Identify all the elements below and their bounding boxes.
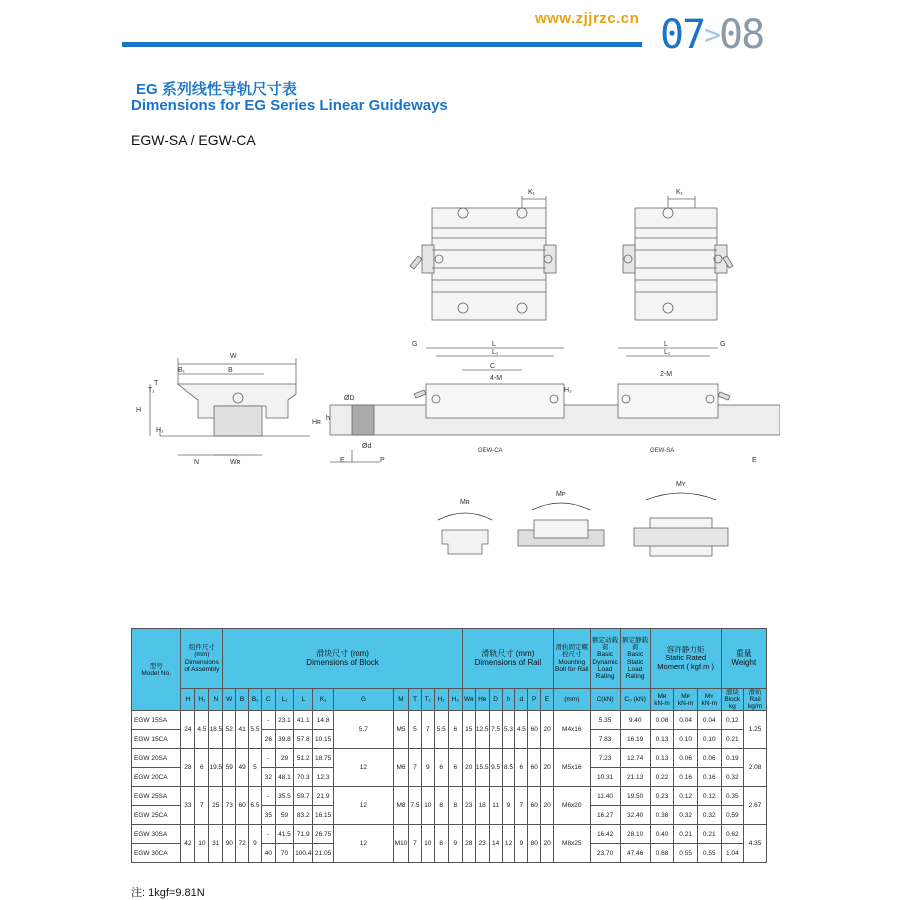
- cell-stat: 19.50: [620, 787, 650, 806]
- label-2m: 2-M: [660, 371, 673, 378]
- header-dynamic-load: 额定动载荷 Basic Dynamic Load Rating: [590, 629, 620, 689]
- footnote: 注: 1kgf=9.81N: [131, 887, 205, 899]
- cell-bolt: M5x16: [554, 749, 591, 787]
- cell-block-weight: 0.35: [721, 787, 744, 806]
- cell-mr: 0.22: [650, 768, 674, 787]
- cell-mr: 0.13: [650, 749, 674, 768]
- cell-block-weight: 0.59: [721, 806, 744, 825]
- cell-rail-weight: 2.67: [744, 787, 767, 825]
- cell-m: M8: [393, 787, 408, 825]
- cell-w: 52: [223, 711, 236, 749]
- col-g: G: [333, 689, 393, 711]
- cell-c: -: [261, 711, 275, 730]
- cell-my: 0.04: [697, 711, 721, 730]
- cell-e: 20: [541, 825, 554, 863]
- col-t: T: [409, 689, 422, 711]
- table-row: [132, 825, 767, 844]
- header-rail: 滑轨尺寸 (mm) Dimensions of Rail: [462, 629, 553, 689]
- cell-d: 7.5: [489, 711, 502, 749]
- cell-my: 0.32: [697, 806, 721, 825]
- col-stat-unit: C₀ (kN): [620, 689, 650, 711]
- cell-n: 31: [209, 825, 223, 863]
- cell-b1: 6.5: [249, 787, 262, 825]
- cell-mp: 0.10: [674, 730, 698, 749]
- col-my: Mʏ kN-m: [697, 689, 721, 711]
- cell-wr: 20: [462, 749, 475, 787]
- label-e-right: E: [752, 457, 757, 464]
- model-series-title: EGW-SA / EGW-CA: [131, 132, 256, 148]
- cell-wr: 15: [462, 711, 475, 749]
- cell-k1: 10.15: [313, 730, 333, 749]
- label-g-ca: G: [412, 341, 418, 348]
- cell-hr: 23: [475, 825, 489, 863]
- cell-p: 60: [528, 787, 541, 825]
- cell-h: 8.5: [502, 749, 515, 787]
- cell-model: EGW 30SA: [132, 825, 181, 844]
- cell-hr: 15.5: [475, 749, 489, 787]
- label-h2: H₂: [564, 387, 572, 394]
- cell-mr: 0.08: [650, 711, 674, 730]
- label-b: B: [228, 367, 233, 374]
- col-wr: Wʀ: [462, 689, 475, 711]
- cell-h: 5.3: [502, 711, 515, 749]
- cell-k1: 14.8: [313, 711, 333, 730]
- cell-d: 14: [489, 825, 502, 863]
- cell-l: 83.2: [294, 806, 313, 825]
- cell-block-weight: 0.62: [721, 825, 744, 844]
- cell-my: 0.16: [697, 768, 721, 787]
- cell-c: -: [261, 825, 275, 844]
- header-bolt: 滑轨固定螺栓尺寸 Mounting Bolt for Rail: [554, 629, 591, 689]
- cell-my: 0.10: [697, 730, 721, 749]
- label-mr: Mʀ: [460, 499, 470, 506]
- cell-h: 33: [181, 787, 195, 825]
- cell-p: 80: [528, 825, 541, 863]
- label-hr: Hʀ: [312, 419, 321, 426]
- cell-my: 0.21: [697, 825, 721, 844]
- cell-l1: 48.1: [275, 768, 293, 787]
- table-header-row-2: [132, 689, 767, 711]
- cell-model: EGW 25CA: [132, 806, 181, 825]
- label-h-small: h: [326, 415, 330, 422]
- cell-l1: 35.5: [275, 787, 293, 806]
- cell-wr: 28: [462, 825, 475, 863]
- header-weight: 重量 Weight: [721, 629, 766, 689]
- cell-d: 11: [489, 787, 502, 825]
- table-row: [132, 711, 767, 730]
- cell-b: 41: [236, 711, 249, 749]
- cell-h1: 10: [195, 825, 209, 863]
- moment-diagrams: [438, 493, 728, 556]
- cell-bolt: M4x16: [554, 711, 591, 749]
- col-h2: H₂: [434, 689, 448, 711]
- cell-l: 100.4: [294, 844, 313, 863]
- cell-c: -: [261, 749, 275, 768]
- cell-b: 49: [236, 749, 249, 787]
- label-my: Mʏ: [676, 481, 686, 488]
- title-english: Dimensions for EG Series Linear Guideways: [131, 97, 448, 114]
- label-c: C: [490, 363, 496, 370]
- cell-k1: 18.75: [313, 749, 333, 768]
- cell-p: 60: [528, 749, 541, 787]
- cell-l: 71.9: [294, 825, 313, 844]
- col-w: W: [223, 689, 236, 711]
- cell-c: 32: [261, 768, 275, 787]
- cell-rail-weight: 2.08: [744, 749, 767, 787]
- cell-stat: 47.46: [620, 844, 650, 863]
- cell-dyn: 11.40: [590, 787, 620, 806]
- page-number: [660, 12, 763, 58]
- cell-h2: 5.5: [434, 711, 448, 749]
- cell-l1: 70: [275, 844, 293, 863]
- header-block: 滑块尺寸 (mm) Dimensions of Block: [223, 629, 463, 689]
- cell-my: 0.06: [697, 749, 721, 768]
- cell-g: 12: [333, 787, 393, 825]
- cell-block-weight: 0.21: [721, 730, 744, 749]
- cell-d: 6: [515, 749, 528, 787]
- technical-drawing: [130, 180, 780, 575]
- cell-g: 5.7: [333, 711, 393, 749]
- cell-e: 20: [541, 711, 554, 749]
- col-d-big: D: [489, 689, 502, 711]
- table-body: [132, 711, 767, 863]
- label-mp: Mᴘ: [556, 491, 566, 498]
- cell-h: 9: [502, 787, 515, 825]
- label-phid-small: Ød: [362, 443, 372, 450]
- cell-dyn: 23.70: [590, 844, 620, 863]
- label-wr: Wʀ: [230, 459, 241, 466]
- label-l-ca: L: [492, 341, 496, 348]
- cell-h1: 4.5: [195, 711, 209, 749]
- label-k1-ca: K₁: [528, 189, 536, 196]
- header-model: 型号 Model No.: [132, 629, 181, 711]
- page-separator: >: [704, 18, 720, 51]
- side-view: [330, 348, 780, 462]
- cell-mr: 0.23: [650, 787, 674, 806]
- cell-mr: 0.13: [650, 730, 674, 749]
- col-e: E: [541, 689, 554, 711]
- cell-h: 24: [181, 711, 195, 749]
- cell-bolt: M6x20: [554, 787, 591, 825]
- label-k1-sa: K₁: [676, 189, 684, 196]
- cell-mp: 0.16: [674, 768, 698, 787]
- table-row: [132, 749, 767, 768]
- cell-model: EGW 30CA: [132, 844, 181, 863]
- cell-h: 42: [181, 825, 195, 863]
- cell-k1: 12.3: [313, 768, 333, 787]
- cell-block-weight: 0.32: [721, 768, 744, 787]
- cell-g: 12: [333, 749, 393, 787]
- cell-stat: 9.40: [620, 711, 650, 730]
- cell-mp: 0.21: [674, 825, 698, 844]
- cell-model: EGW 15CA: [132, 730, 181, 749]
- label-p: P: [380, 457, 385, 464]
- cell-dyn: 10.31: [590, 768, 620, 787]
- cell-p: 60: [528, 711, 541, 749]
- cell-stat: 16.19: [620, 730, 650, 749]
- label-4m: 4-M: [490, 375, 503, 382]
- cell-t1: 10: [421, 825, 434, 863]
- col-bolt-unit: (mm): [554, 689, 591, 711]
- top-view-ca: [410, 196, 556, 320]
- cell-mp: 0.06: [674, 749, 698, 768]
- cell-h2: 8: [434, 825, 448, 863]
- cell-wr: 23: [462, 787, 475, 825]
- cell-l1: 41.5: [275, 825, 293, 844]
- cell-dyn: 7.83: [590, 730, 620, 749]
- cell-b: 60: [236, 787, 249, 825]
- col-l1: L₁: [275, 689, 293, 711]
- cell-l: 41.1: [294, 711, 313, 730]
- cell-model: EGW 25SA: [132, 787, 181, 806]
- cell-d: 9: [515, 825, 528, 863]
- cell-c: -: [261, 787, 275, 806]
- cell-stat: 28.10: [620, 825, 650, 844]
- cell-l: 51.2: [294, 749, 313, 768]
- cell-n: 25: [209, 787, 223, 825]
- cell-h3: 9: [448, 825, 462, 863]
- cell-c: 26: [261, 730, 275, 749]
- cell-h2: 6: [434, 749, 448, 787]
- cell-t1: 10: [421, 787, 434, 825]
- label-l1-ca: L₁: [492, 349, 499, 356]
- cell-t: 7: [409, 749, 422, 787]
- col-dyn-unit: C(kN): [590, 689, 620, 711]
- header-rule: [122, 42, 642, 47]
- cell-d: 9.5: [489, 749, 502, 787]
- cell-dyn: 16.42: [590, 825, 620, 844]
- cell-k1: 16.15: [313, 806, 333, 825]
- cell-d: 7: [515, 787, 528, 825]
- cell-mr: 0.38: [650, 806, 674, 825]
- cell-w: 73: [223, 787, 236, 825]
- cell-block-weight: 1.04: [721, 844, 744, 863]
- col-h-small: h: [502, 689, 515, 711]
- cell-my: 0.12: [697, 787, 721, 806]
- label-phid-big: ØD: [344, 395, 355, 402]
- cell-dyn: 5.35: [590, 711, 620, 730]
- cell-model: EGW 15SA: [132, 711, 181, 730]
- cell-l: 59.7: [294, 787, 313, 806]
- cell-h3: 6: [448, 711, 462, 749]
- cell-k1: 26.75: [313, 825, 333, 844]
- table-row: [132, 787, 767, 806]
- col-mr: Mʀ kN-m: [650, 689, 674, 711]
- cell-m: M10: [393, 825, 408, 863]
- header-static-load: 额定静载荷 Basic Static Load Rating: [620, 629, 650, 689]
- col-d-small: d: [515, 689, 528, 711]
- top-view-sa: [623, 196, 733, 320]
- col-n: N: [209, 689, 223, 711]
- cell-stat: 32.40: [620, 806, 650, 825]
- cell-w: 90: [223, 825, 236, 863]
- cell-stat: 12.74: [620, 749, 650, 768]
- label-h1: H₁: [156, 427, 164, 434]
- cell-h2: 8: [434, 787, 448, 825]
- header-assembly: 组件尺寸 (mm) Dimensions of Assembly: [181, 629, 223, 689]
- cell-model: EGW 20SA: [132, 749, 181, 768]
- cell-t1: 7: [421, 711, 434, 749]
- table-header-row-1: [132, 629, 767, 689]
- label-l-sa: L: [664, 341, 668, 348]
- cell-mp: 0.12: [674, 787, 698, 806]
- col-h: H: [181, 689, 195, 711]
- cell-h: 12: [502, 825, 515, 863]
- header-static-moment: 容许静力矩 Static Rated Moment ( kgf.m ): [650, 629, 721, 689]
- label-gew-sa: GEW-SA: [650, 448, 675, 454]
- cell-dyn: 16.27: [590, 806, 620, 825]
- cell-l1: 59: [275, 806, 293, 825]
- cell-l1: 29: [275, 749, 293, 768]
- col-rail-weight: 滑轨 Rail kg/m: [744, 689, 767, 711]
- label-b1: B₁: [178, 367, 186, 374]
- cell-m: M5: [393, 711, 408, 749]
- cell-mp: 0.55: [674, 844, 698, 863]
- cell-n: 19.5: [209, 749, 223, 787]
- col-h3: H₃: [448, 689, 462, 711]
- cell-h: 28: [181, 749, 195, 787]
- cell-e: 20: [541, 787, 554, 825]
- col-k1: K₁: [313, 689, 333, 711]
- title-chinese: EG 系列线性导轨尺寸表: [136, 81, 297, 98]
- label-n: N: [194, 459, 200, 466]
- cell-b1: 5: [249, 749, 262, 787]
- col-l: L: [294, 689, 313, 711]
- cell-e: 20: [541, 749, 554, 787]
- cell-hr: 12.5: [475, 711, 489, 749]
- col-block-weight: 滑块 Block kg: [721, 689, 744, 711]
- col-b1: B₁: [249, 689, 262, 711]
- page-current: 07: [660, 12, 705, 58]
- cell-b: 72: [236, 825, 249, 863]
- cell-bolt: M8x25: [554, 825, 591, 863]
- cell-block-weight: 0.12: [721, 711, 744, 730]
- cell-mr: 0.40: [650, 825, 674, 844]
- cell-t: 7: [409, 825, 422, 863]
- col-hr: Hʀ: [475, 689, 489, 711]
- page-next: 08: [719, 12, 764, 58]
- cell-c: 40: [261, 844, 275, 863]
- cell-g: 12: [333, 825, 393, 863]
- cell-block-weight: 0.19: [721, 749, 744, 768]
- cell-b1: 9: [249, 825, 262, 863]
- label-t1: T₁: [148, 387, 155, 394]
- cell-k1: 21.05: [313, 844, 333, 863]
- cell-b1: 5.5: [249, 711, 262, 749]
- cell-t: 7.5: [409, 787, 422, 825]
- cell-dyn: 7.23: [590, 749, 620, 768]
- label-t: T: [154, 380, 159, 387]
- cell-k1: 21.9: [313, 787, 333, 806]
- cell-m: M6: [393, 749, 408, 787]
- col-h1: H₁: [195, 689, 209, 711]
- cell-my: 0.55: [697, 844, 721, 863]
- label-w: W: [230, 353, 237, 360]
- cell-stat: 21.13: [620, 768, 650, 787]
- col-t1: T₁: [421, 689, 434, 711]
- label-e-left: E: [340, 457, 345, 464]
- label-l1-sa: L₁: [664, 349, 671, 356]
- cell-d: 4.5: [515, 711, 528, 749]
- cell-rail-weight: 4.35: [744, 825, 767, 863]
- cell-l: 70.3: [294, 768, 313, 787]
- cell-l: 57.8: [294, 730, 313, 749]
- col-p: P: [528, 689, 541, 711]
- cell-h1: 7: [195, 787, 209, 825]
- cell-mp: 0.04: [674, 711, 698, 730]
- cell-h3: 8: [448, 787, 462, 825]
- cell-l1: 23.1: [275, 711, 293, 730]
- label-h: H: [136, 407, 142, 414]
- label-gew-ca: GEW-CA: [478, 448, 503, 454]
- col-m: M: [393, 689, 408, 711]
- dimensions-table: [131, 628, 767, 863]
- col-b: B: [236, 689, 249, 711]
- label-g-sa: G: [720, 341, 726, 348]
- cell-hr: 18: [475, 787, 489, 825]
- cell-n: 18.5: [209, 711, 223, 749]
- cell-h3: 6: [448, 749, 462, 787]
- cell-model: EGW 20CA: [132, 768, 181, 787]
- cell-h1: 6: [195, 749, 209, 787]
- col-c: C: [261, 689, 275, 711]
- cell-mr: 0.68: [650, 844, 674, 863]
- website-url: www.zjjrzc.cn: [535, 10, 640, 27]
- cell-t1: 9: [421, 749, 434, 787]
- cell-c: 35: [261, 806, 275, 825]
- cell-mp: 0.32: [674, 806, 698, 825]
- cell-l1: 39.8: [275, 730, 293, 749]
- cell-w: 59: [223, 749, 236, 787]
- col-mp: Mᴘ kN-m: [674, 689, 698, 711]
- cell-t: 5: [409, 711, 422, 749]
- cell-rail-weight: 1.25: [744, 711, 767, 749]
